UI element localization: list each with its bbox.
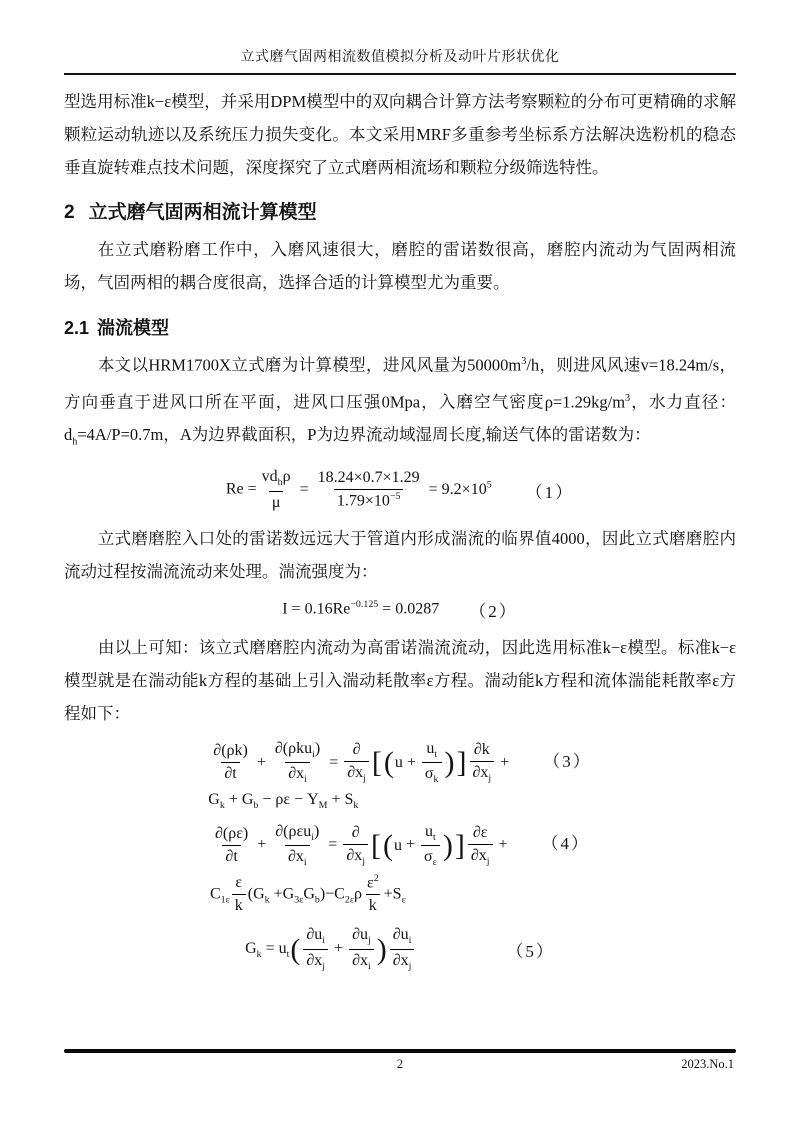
- section-title: 立式磨气固两相流计算模型: [88, 202, 317, 223]
- subscript: i: [312, 749, 315, 761]
- eq-term: ε: [366, 874, 374, 892]
- subscript: j: [486, 856, 490, 868]
- eq-term: 18.24×0.7×1.29: [317, 469, 420, 487]
- fraction: [349, 925, 374, 973]
- subsection-number: 2.1: [64, 318, 90, 338]
- eq-term: + G: [224, 791, 254, 809]
- subscript: b: [253, 800, 259, 812]
- eq-term: G: [208, 791, 220, 809]
- subscript: M: [318, 800, 328, 812]
- bracket: [: [371, 829, 381, 863]
- text-run: 本文以HRM1700X立式磨为计算模型，进风风量为50000m: [97, 355, 522, 375]
- fraction: [259, 467, 294, 513]
- eq-term: = 9.2×10: [428, 480, 487, 498]
- eq-term: + S: [327, 791, 354, 809]
- equation-3-number: （3）: [543, 751, 592, 771]
- eq-term: σ: [424, 765, 434, 783]
- subscript: t: [433, 831, 436, 843]
- superscript: 2: [373, 872, 379, 884]
- subsection-heading-2-1: [64, 314, 736, 340]
- footer-rule: [64, 1049, 736, 1053]
- eq-term: ∂: [352, 741, 361, 759]
- eq-term: ∂x: [347, 764, 364, 782]
- fraction: [468, 823, 493, 869]
- eq-term: ∂x: [288, 765, 305, 783]
- equation-2: [64, 597, 736, 622]
- superscript: −5: [389, 491, 401, 503]
- fraction: [303, 925, 328, 973]
- subscript: j: [363, 773, 366, 785]
- fraction: [315, 468, 423, 511]
- bracket: [: [371, 746, 382, 780]
- eq-term: ∂ε: [472, 823, 488, 841]
- eq-term: [429, 481, 492, 498]
- equation-2-body: [282, 599, 439, 619]
- subscript: 3ε: [294, 894, 304, 906]
- equation-5: [64, 925, 736, 973]
- eq-operator: +: [498, 836, 508, 854]
- paren: (: [383, 829, 393, 863]
- equation-1: [64, 467, 736, 513]
- subscript: j: [488, 773, 492, 785]
- eq-term: ∂x: [470, 846, 487, 864]
- fraction: [212, 824, 251, 867]
- superscript: 3: [625, 392, 631, 404]
- paren: ): [376, 932, 387, 966]
- equation-1-number: （1）: [525, 482, 575, 502]
- paren: (: [290, 932, 301, 966]
- page-footer: [64, 1049, 736, 1072]
- eq-term: )−C: [319, 885, 345, 903]
- eq-term: C: [209, 885, 221, 903]
- eq-term: 1.79×10: [336, 492, 390, 510]
- subsection-title: 湍流模型: [97, 318, 170, 338]
- eq-term: ∂(ρε): [214, 825, 249, 843]
- eq-operator: =: [328, 836, 338, 854]
- equation-3-body: [208, 739, 591, 813]
- equation-4-line-2: [210, 873, 406, 916]
- fraction: [272, 739, 323, 787]
- subscript: j: [362, 856, 365, 868]
- eq-operator: =: [299, 480, 309, 498]
- eq-term: ρ: [282, 468, 291, 486]
- eq-term: u: [394, 836, 402, 854]
- paren: ): [442, 829, 453, 863]
- eq-term: u: [394, 753, 403, 771]
- subscript: j: [408, 960, 412, 972]
- eq-term: ∂x: [346, 846, 363, 864]
- journal-issue: 2023.No.1: [681, 1057, 734, 1071]
- eq-term: u: [426, 739, 435, 757]
- eq-term: ): [313, 822, 320, 840]
- fraction: [232, 873, 246, 916]
- footer-row: [64, 1057, 736, 1072]
- subscript: ε: [401, 894, 406, 906]
- eq-term: ∂x: [306, 951, 323, 969]
- eq-term: − ρε − Y: [258, 791, 319, 809]
- paragraph-reynolds: 立式磨磨腔入口处的雷诺数远远大于管道内形成湍流的临界值4000，因此立式磨磨腔内流动过程按湍流流动来处理。湍流强度为：: [64, 528, 736, 581]
- subscript: ε: [432, 857, 437, 869]
- eq-term: +G: [269, 885, 295, 903]
- superscript: 3: [521, 356, 527, 367]
- fraction: [272, 822, 322, 870]
- eq-term: ε: [235, 873, 243, 891]
- fraction: [364, 873, 382, 916]
- paragraph-intro: 型选用标准k−ε模型，并采用DPM模型中的双向耦合计算方法考察颗粒的分布可更精确的求解颗粒运动轨迹以及系统压力损失变化。本文采用MRF多重参考坐标系方法解决选粉机的稳态垂直旋转难点技术问题，深度探究了立式磨两相流场和颗粒分级筛选特性。: [64, 92, 736, 177]
- fraction: [210, 741, 251, 784]
- eq-term: k: [366, 894, 380, 916]
- eq-term: ∂u: [306, 926, 323, 944]
- eq-term: σ: [424, 848, 433, 866]
- eq-term: ): [314, 739, 321, 757]
- fraction: [421, 822, 440, 870]
- eq-term: I = 0.16Re: [282, 600, 351, 618]
- subscript: k: [219, 800, 225, 812]
- eq-operator: +: [334, 939, 344, 957]
- eq-term: ρ: [353, 885, 362, 903]
- subscript: h: [277, 477, 283, 489]
- equation-1-body: [226, 467, 496, 513]
- subscript: i: [311, 831, 314, 843]
- subscript: 1ε: [220, 894, 230, 906]
- paragraph-overview: 在立式磨粉磨工作中，入磨风速很大，磨腔的雷诺数很高，磨腔内流动为气固两相流场，气固两相的耦合度很高，选择合适的计算模型尤为重要。: [64, 240, 736, 292]
- eq-term: ∂(ρεu: [275, 822, 312, 840]
- fraction: [343, 823, 368, 869]
- eq-operator: =: [329, 753, 339, 771]
- fraction: [422, 739, 442, 787]
- subscript: k: [256, 949, 262, 961]
- page-number: 2: [396, 1057, 404, 1071]
- subscript: t: [286, 949, 290, 961]
- eq-term: (G: [247, 885, 265, 903]
- equation-3: [64, 739, 736, 813]
- equation-5-number: （5）: [506, 941, 555, 961]
- eq-term: u: [425, 822, 434, 840]
- paren: ): [444, 746, 455, 780]
- equation-4: [64, 822, 736, 916]
- fraction: [344, 740, 369, 786]
- eq-term: vd: [261, 468, 278, 486]
- subscript: k: [433, 774, 439, 786]
- eq-term: = 0.0287: [378, 600, 440, 618]
- eq-term: ∂k: [473, 741, 490, 759]
- subscript: t: [434, 749, 438, 761]
- bracket: ]: [454, 829, 465, 863]
- eq-operator: +: [406, 753, 416, 771]
- eq-term: ∂(ρk): [213, 742, 248, 760]
- eq-operator: +: [500, 753, 510, 771]
- subscript: 2ε: [344, 894, 354, 906]
- eq-operator: +: [406, 836, 416, 854]
- eq-term: ∂: [351, 823, 360, 841]
- page-header: [64, 46, 736, 75]
- header-rule: [64, 73, 736, 75]
- eq-term: = u: [261, 939, 287, 957]
- subscript: h: [72, 436, 78, 448]
- equation-3-line-2: [208, 790, 358, 813]
- eq-term: G: [245, 939, 257, 957]
- text-run: =4A/P=0.7m，A为边界截面积，P为边界流动域湿周长度,输送气体的雷诺数为：: [77, 425, 651, 444]
- eq-term: ∂t: [222, 845, 240, 867]
- equation-4-body: [210, 822, 590, 916]
- eq-term: k: [232, 894, 246, 916]
- section-number: 2: [64, 202, 75, 223]
- subscript: b: [314, 894, 320, 906]
- eq-term: +S: [383, 885, 402, 903]
- equation-4-line-1: [210, 822, 590, 870]
- eq-term: ∂(ρku: [274, 739, 313, 757]
- running-title: 立式磨气固两相流数值模拟分析及动叶片形状优化: [240, 50, 560, 65]
- equation-3-line-1: [208, 739, 591, 787]
- paragraph-model-setup: [64, 345, 736, 458]
- superscript: 5: [486, 479, 492, 491]
- eq-term: ∂x: [472, 764, 489, 782]
- paren: (: [383, 746, 394, 780]
- superscript: −0.125: [350, 599, 379, 611]
- eq-operator: +: [257, 836, 267, 854]
- equation-5-body: [245, 925, 416, 973]
- fraction: [390, 925, 415, 973]
- subscript: i: [322, 935, 326, 947]
- subscript: i: [367, 960, 371, 972]
- eq-term: ∂x: [352, 951, 368, 969]
- subscript: i: [408, 935, 412, 947]
- text-run: ，水力直径：d: [64, 392, 737, 444]
- eq-term: ∂t: [221, 762, 239, 784]
- eq-operator: +: [256, 753, 266, 771]
- subscript: i: [304, 774, 307, 786]
- section-heading-2: [64, 197, 736, 224]
- eq-term: ∂u: [392, 926, 409, 944]
- eq-term: G: [303, 885, 315, 903]
- subscript: j: [367, 935, 371, 947]
- eq-term: μ: [269, 491, 284, 513]
- eq-term: ∂x: [287, 848, 304, 866]
- eq-term: Re =: [225, 480, 257, 498]
- eq-term: ∂x: [392, 951, 409, 969]
- subscript: k: [353, 800, 359, 812]
- subscript: j: [322, 960, 326, 972]
- equation-2-number: （2）: [469, 601, 518, 621]
- paragraph-k-epsilon: 由以上可知：该立式磨磨腔内流动为高雷诺湍流流动，因此选用标准k−ε模型。标准k−ε模型就是在湍动能k方程的基础上引入湍动耗散率ε方程。湍动能k方程和流体湍能耗散率ε方程如下：: [64, 637, 736, 723]
- bracket: ]: [456, 746, 467, 780]
- eq-term: ∂u: [352, 926, 368, 944]
- text-run: /h，则进风风速v=18.24m/s，方向垂直于进风口所在平面，进风口压强0Mpa，入磨空气密度ρ=1.29kg/m: [64, 355, 737, 411]
- subscript: k: [264, 894, 270, 906]
- equation-4-number: （4）: [541, 834, 591, 854]
- subscript: i: [303, 857, 307, 869]
- fraction: [470, 740, 495, 786]
